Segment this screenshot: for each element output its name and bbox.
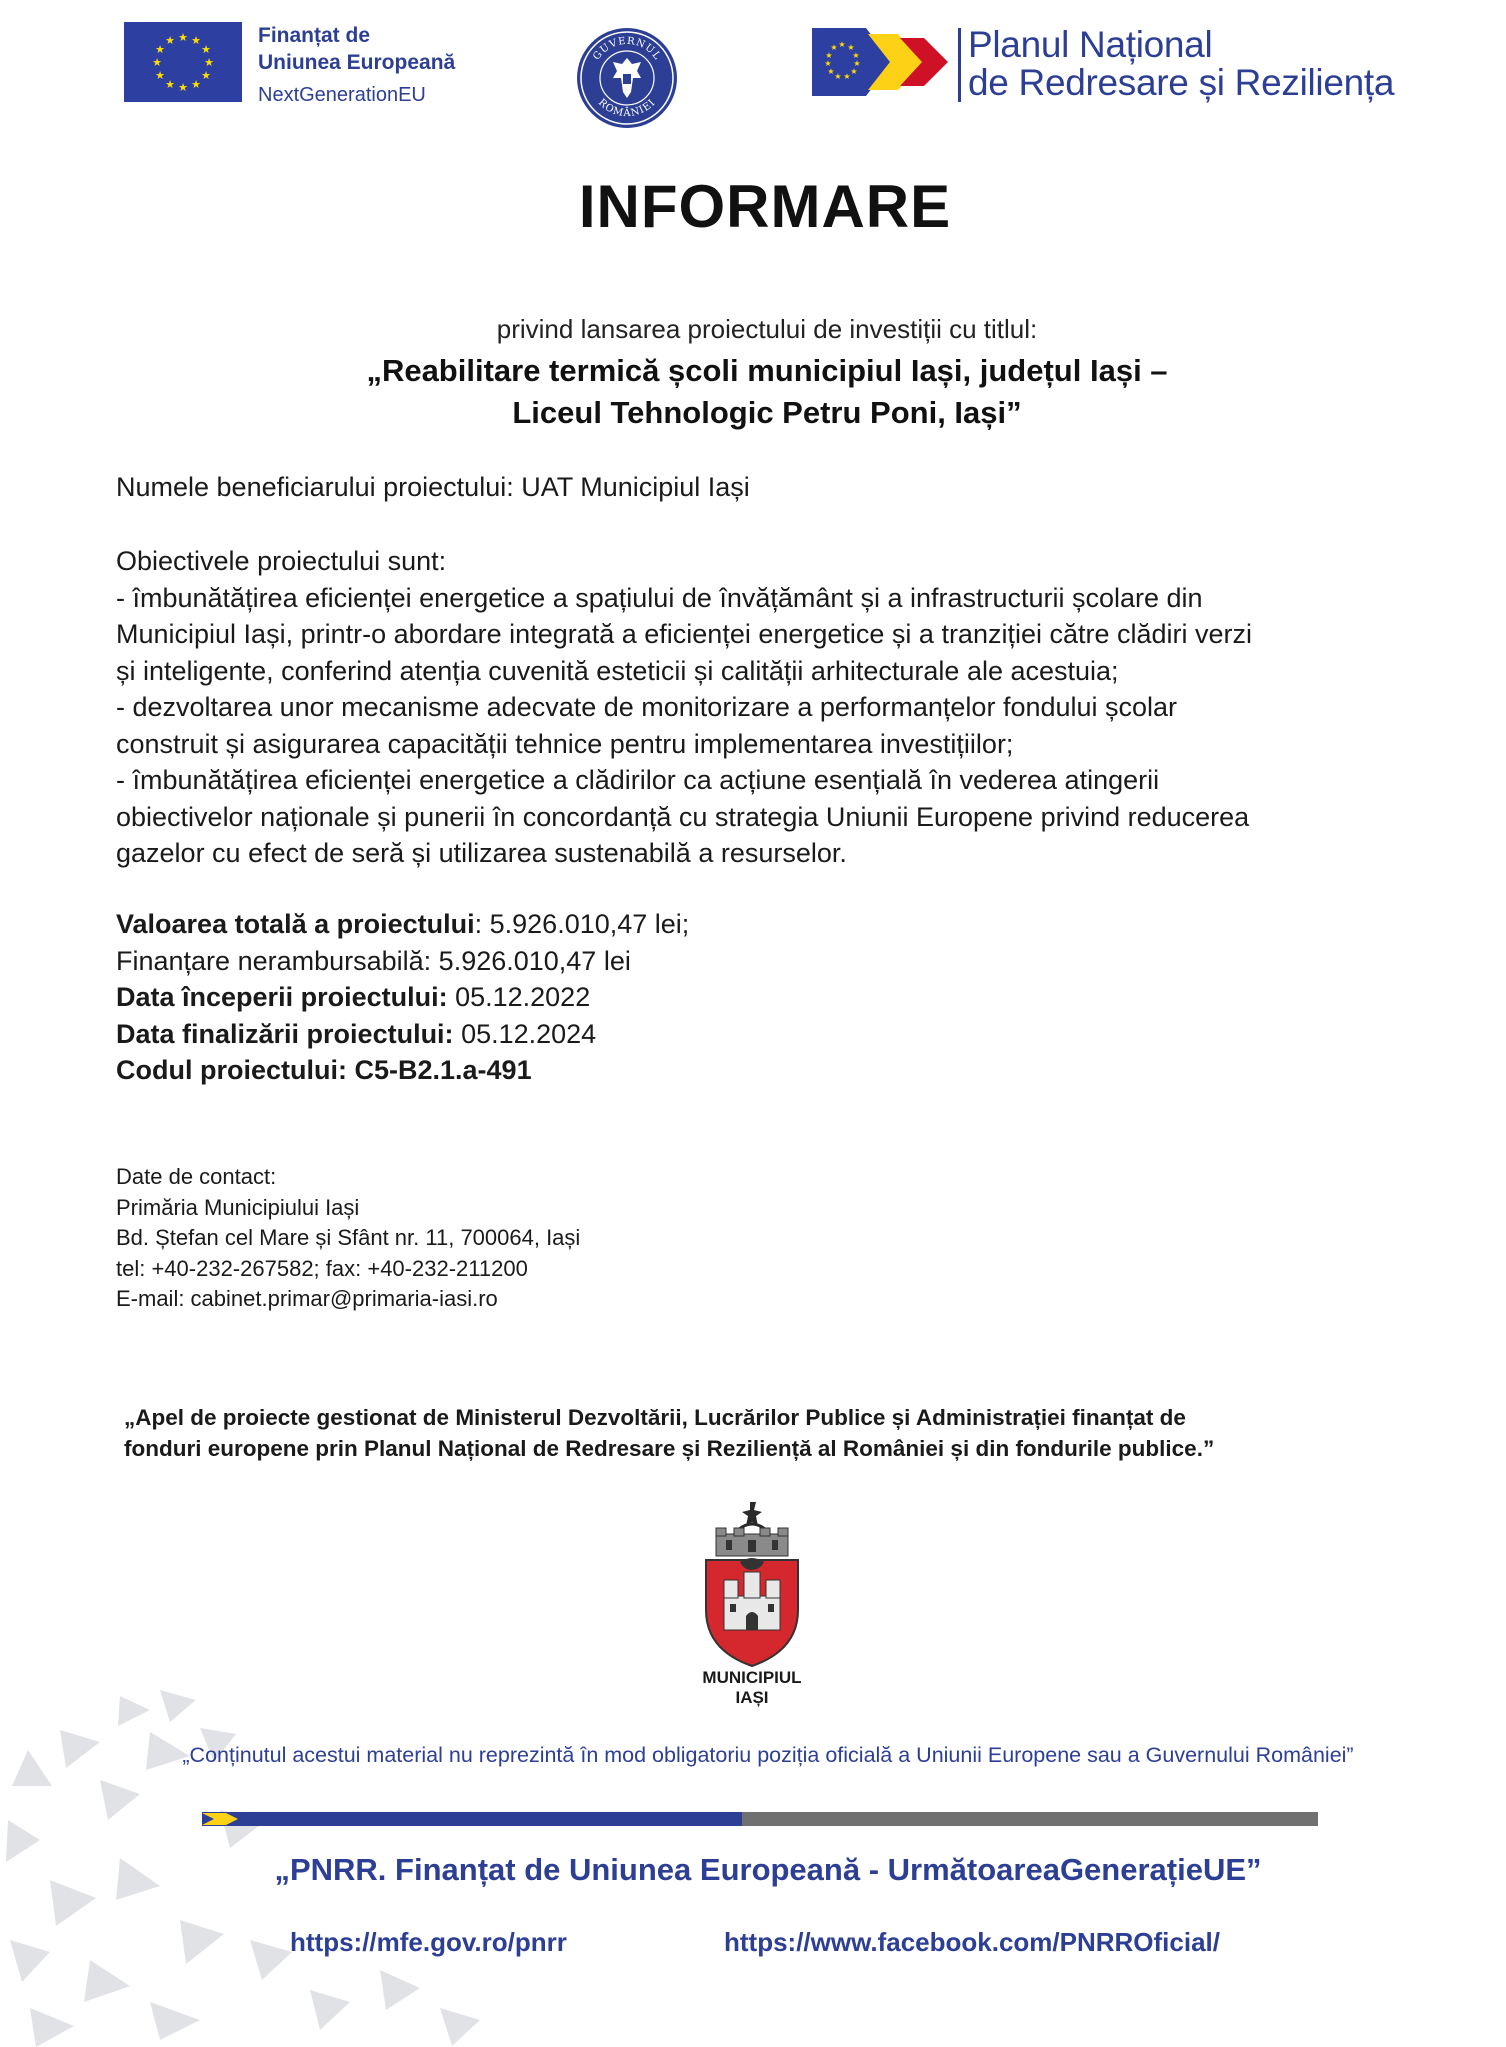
romanian-government-seal-icon — [575, 26, 679, 130]
facebook-pnrr-link[interactable]: https://www.facebook.com/PNRROficial/ — [724, 1927, 1220, 1957]
objective-line: Municipiul Iași, printr-o abordare integrată a eficienței energetice și a tranziției către clădiri verzi — [116, 619, 1253, 649]
svg-text:★: ★ — [838, 40, 846, 49]
objective-line: obiectivelor naționale și punerii în concordanță cu strategia Uniunii Europene privind reducerea — [116, 801, 1250, 832]
grant-row — [116, 943, 1416, 980]
svg-text:★: ★ — [824, 59, 832, 68]
beneficiary-line: Numele beneficiarului proiectului: UAT Municipiul Iași — [116, 472, 750, 502]
objectives-heading: Obiectivele proiectului sunt: — [116, 546, 447, 576]
call-statement — [124, 1402, 1424, 1464]
end-date-row — [116, 1016, 1416, 1053]
start-date-row — [116, 979, 1416, 1016]
objectives-section — [116, 543, 1416, 872]
eu-flag-icon — [124, 22, 242, 102]
contact-phone: tel: +40-232-267582; fax: +40-232-211200 — [116, 1255, 528, 1281]
svg-text:★: ★ — [201, 43, 211, 56]
pnrr-slogan: „PNRR. Finanțat de Uniunea Europeană - UrmătoareaGenerațieUE” — [274, 1852, 1262, 1887]
objective-line: - dezvoltarea unor mecanisme adecvate de monitorizare a performanțelor fondului școlar — [116, 692, 1178, 722]
objective-line: - îmbunătățirea eficienței energetice a clădirilor ca acțiune esențială în vederea atingerii — [116, 765, 1160, 795]
project-title-intro: privind lansarea proiectului de investiții cu titlul: — [496, 314, 1038, 344]
project-code-row — [116, 1052, 1416, 1089]
contact-organization: Primăria Municipiului Iași — [116, 1194, 360, 1220]
contact-section — [116, 1162, 580, 1315]
contact-email: E-mail: cabinet.primar@primaria-iasi.ro — [116, 1286, 498, 1311]
project-title — [0, 350, 1506, 434]
project-title-line1: „Reabilitare termică școli municipiul Iași, județul Iași – — [366, 353, 1168, 388]
pnrr-flag-logo-icon — [812, 28, 950, 96]
svg-text:★: ★ — [825, 51, 833, 60]
svg-text:★: ★ — [843, 72, 851, 81]
grant-label: Finanțare nerambursabilă: — [116, 945, 439, 976]
svg-text:★: ★ — [165, 34, 175, 47]
svg-text:★: ★ — [178, 31, 188, 44]
svg-text:★: ★ — [830, 43, 838, 52]
end-date-value: 05.12.2024 — [461, 1018, 597, 1049]
project-code-label: Codul proiectului: — [116, 1055, 355, 1085]
total-value-row — [116, 906, 1416, 943]
eu-disclaimer: „Conținutul acestui material nu reprezintă în mod obligatoriu poziția oficială a Uniunii Europene sau a Guvernului României” — [182, 1743, 1354, 1767]
seal-text-bottom: ROMÂNIEI — [596, 97, 658, 120]
crest-label-line2: IAȘI — [735, 1688, 769, 1707]
pnrr-name-line1: Planul Național — [968, 24, 1213, 65]
financials-section — [116, 906, 1416, 1089]
svg-text:★: ★ — [204, 56, 214, 69]
svg-text:★: ★ — [852, 51, 860, 60]
eu-label-line3: NextGenerationEU — [258, 84, 426, 106]
objective-line: gazelor cu efect de seră și utilizarea sustenabilă a resurselor. — [116, 838, 847, 868]
total-value: : 5.926.010,47 lei; — [474, 909, 690, 939]
footer-divider-bar — [202, 1812, 1318, 1826]
call-statement-line2: fonduri europene prin Planul Național de Redresare și Reziliență al României și din fondurile publice.” — [124, 1436, 1215, 1461]
objective-line: - îmbunătățirea eficienței energetice a spațiului de învățământ și a infrastructurii școlare din — [116, 582, 1203, 613]
pnrr-name-line2: de Redresare și Reziliența — [968, 62, 1395, 103]
call-statement-line1: „Apel de proiecte gestionat de Ministerul Dezvoltării, Lucrărilor Publice și Administrației finanțat de — [124, 1405, 1186, 1430]
eu-label-line2: Uniunea Europeană — [258, 51, 456, 74]
svg-text:★: ★ — [155, 43, 165, 56]
crest-label-line1: MUNICIPIUL — [702, 1668, 802, 1687]
pnrr-program-name — [968, 26, 1394, 102]
grant-value: 5.926.010,47 lei — [438, 945, 631, 976]
mfe-pnrr-link[interactable]: https://mfe.gov.ro/pnrr — [290, 1927, 567, 1957]
seal-text-top: GUVERNUL — [591, 35, 663, 63]
svg-text:★: ★ — [847, 43, 855, 52]
end-date-label: Data finalizării proiectului: — [116, 1018, 462, 1049]
eu-label-line1: Finanțat de — [258, 24, 371, 47]
contact-heading: Date de contact: — [116, 1164, 277, 1189]
pnrr-separator — [958, 28, 961, 102]
project-code-value: C5-B2.1.a-491 — [354, 1055, 532, 1085]
svg-text:★: ★ — [152, 56, 162, 69]
objective-line: construit și asigurarea capacității tehnice pentru implementarea investițiilor; — [116, 728, 1014, 759]
svg-text:★: ★ — [201, 69, 211, 82]
svg-text:★: ★ — [834, 72, 842, 81]
svg-text:★: ★ — [827, 67, 835, 76]
svg-text:★: ★ — [165, 78, 175, 91]
document-title: INFORMARE — [578, 173, 952, 240]
start-date-value: 05.12.2022 — [455, 982, 591, 1012]
start-date-label: Data începerii proiectului: — [116, 982, 456, 1012]
svg-text:★: ★ — [191, 34, 201, 47]
total-value-label: Valoarea totală a proiectului — [116, 909, 475, 939]
iasi-coat-of-arms-icon — [700, 1500, 805, 1670]
svg-text:★: ★ — [191, 78, 201, 91]
svg-text:★: ★ — [850, 67, 858, 76]
eu-funding-label — [258, 22, 518, 110]
svg-text:★: ★ — [178, 81, 188, 94]
iasi-crest-label — [652, 1668, 852, 1708]
svg-text:★: ★ — [853, 59, 861, 68]
svg-text:★: ★ — [155, 69, 165, 82]
contact-address: Bd. Ștefan cel Mare și Sfânt nr. 11, 700064, Iași — [116, 1225, 581, 1250]
project-title-line2: Liceul Tehnologic Petru Poni, Iași” — [512, 395, 1022, 430]
objective-line: și inteligente, conferind atenția cuvenită esteticii și calității arhitecturale ale acestuia; — [116, 655, 1119, 686]
